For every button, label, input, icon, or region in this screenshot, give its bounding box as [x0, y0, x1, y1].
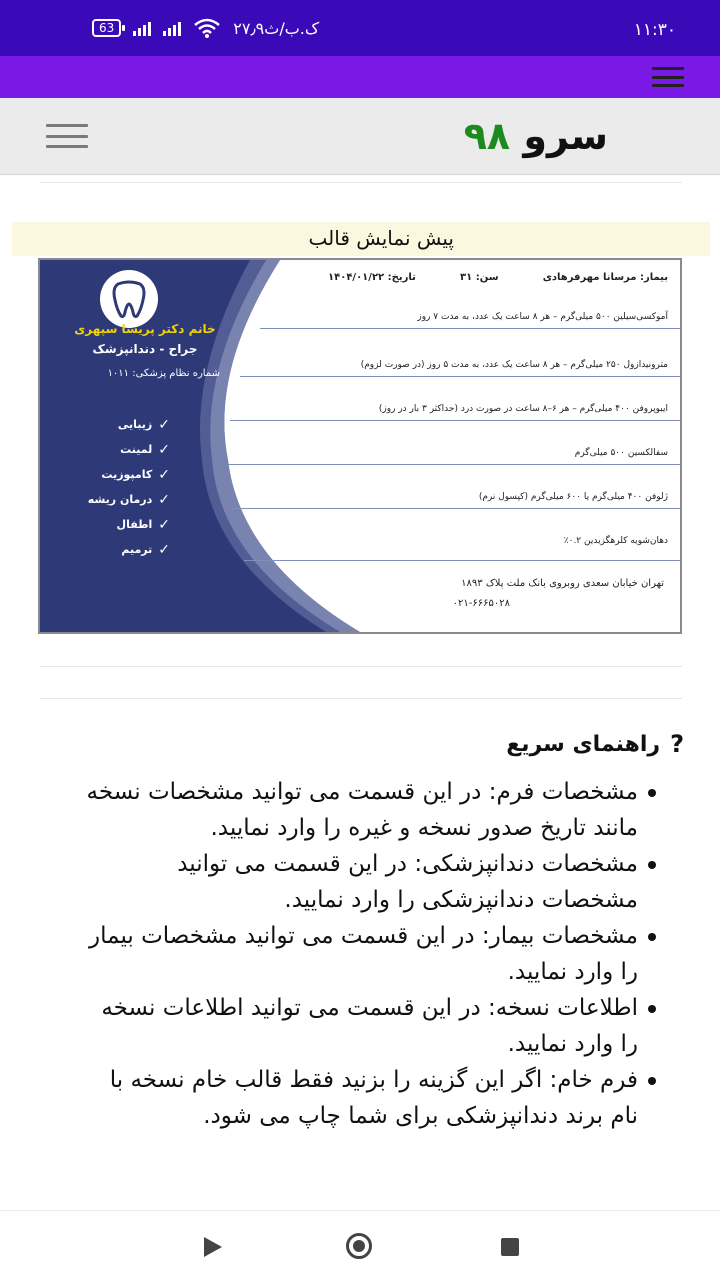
menu-line	[652, 67, 684, 70]
rule-line	[230, 420, 680, 421]
rule-line	[232, 508, 680, 509]
prescription-item: مترونیدازول ۲۵۰ میلی‌گرم – هر ۸ ساعت یک عدد، به مدت ۵ روز (در صورت لزوم)	[360, 360, 668, 370]
prescription-item: آموکسی‌سیلین ۵۰۰ میلی‌گرم – هر ۸ ساعت یک عدد، به مدت ۷ روز	[417, 312, 668, 322]
check-icon: ✓	[158, 466, 170, 483]
service-item: ✓ لمینت	[120, 441, 170, 458]
prescription-item: دهان‌شویه کلرهگزیدین ۰.۲٪	[563, 536, 668, 546]
app-menu-button[interactable]	[652, 67, 684, 87]
app-bar	[0, 56, 720, 98]
menu-line	[46, 135, 88, 138]
menu-line	[46, 145, 88, 148]
status-time: ۱۱:۳۰	[633, 20, 676, 40]
guide-title-text: راهنمای سریع	[506, 731, 661, 757]
status-bar	[0, 0, 720, 56]
rule-line	[240, 376, 680, 377]
wifi-icon	[193, 18, 221, 38]
rule-line	[228, 464, 680, 465]
menu-line	[652, 76, 684, 79]
status-indicators	[92, 18, 319, 38]
check-icon: ✓	[158, 516, 170, 533]
license-number: شماره نظام پزشکی: ۱۰۱۱	[107, 368, 220, 379]
service-item: ✓ درمان ریشه	[87, 491, 170, 508]
signal-icon-2	[163, 20, 181, 36]
prescription-item: ژلوفن ۴۰۰ میلی‌گرم یا ۶۰۰ میلی‌گرم (کپسول نرم)	[478, 492, 668, 502]
prescription-preview[interactable]	[38, 258, 682, 634]
service-item: ✓ زیبایی	[117, 416, 170, 433]
home-icon[interactable]	[346, 1233, 372, 1259]
rule-line	[244, 560, 680, 561]
logo-number: ۹۸	[463, 114, 511, 158]
question-icon: ?	[670, 730, 684, 758]
guide-title	[506, 730, 684, 758]
services-list	[80, 412, 170, 562]
menu-line	[46, 124, 88, 127]
recent-apps-icon[interactable]	[501, 1238, 519, 1256]
doctor-title: جراح - دندانپزشک	[92, 342, 198, 356]
check-icon: ✓	[158, 491, 170, 508]
check-icon: ✓	[158, 541, 170, 558]
preview-title: پیش نمایش قالب	[308, 226, 454, 250]
divider	[40, 698, 682, 699]
patient-age: سن: ۳۱	[460, 272, 499, 283]
service-item: ✓ اطفال	[116, 516, 170, 533]
service-item: ✓ کامپوزیت	[101, 466, 170, 483]
divider	[40, 182, 682, 183]
signal-icon	[133, 20, 151, 36]
check-icon: ✓	[158, 441, 170, 458]
clinic-address: تهران خیابان سعدی روبروی بانک ملت پلاک ۱۸۹۳	[461, 578, 664, 589]
guide-item: فرم خام: اگر این گزینه را بزنید فقط قالب خام نسخه با نام برند دندانپزشکی برای شما چاپ می شود.	[78, 1062, 638, 1134]
doctor-name: خانم دکتر پریسا سپهری	[74, 322, 216, 336]
clinic-phone: ۰۲۱-۶۶۶۵۰۲۸	[452, 598, 510, 609]
prescription-item: ایبوپروفن ۴۰۰ میلی‌گرم – هر ۶–۸ ساعت در صورت درد (حداکثر ۳ بار در روز)	[378, 404, 668, 414]
prescription-date: تاریخ: ۱۴۰۴/۰۱/۲۲	[328, 272, 416, 283]
site-header	[0, 98, 720, 175]
logo-text: سرو	[523, 114, 608, 158]
divider	[40, 666, 682, 667]
site-logo[interactable]	[464, 114, 608, 158]
patient-info-row	[328, 272, 668, 283]
navigation-bar	[0, 1210, 720, 1281]
guide-item: اطلاعات نسخه: در این قسمت می توانید اطلاعات نسخه را وارد نمایید.	[78, 990, 638, 1062]
patient-name: بیمار: مرسانا مهرفرهادی	[542, 272, 668, 283]
guide-item: مشخصات بیمار: در این قسمت می توانید مشخصات بیمار را وارد نمایید.	[78, 918, 638, 990]
rule-line	[260, 328, 680, 329]
back-icon[interactable]	[204, 1237, 222, 1257]
guide-list	[78, 774, 638, 1134]
battery-icon: 63	[92, 19, 121, 37]
tooth-icon	[100, 270, 158, 328]
guide-item: مشخصات فرم: در این قسمت می توانید مشخصات نسخه مانند تاریخ صدور نسخه و غیره را وارد نمایید.	[78, 774, 638, 846]
guide-item: مشخصات دندانپزشکی: در این قسمت می توانید مشخصات دندانپزشکی را وارد نمایید.	[78, 846, 638, 918]
menu-line	[652, 84, 684, 87]
service-item: ✓ ترمیم	[121, 541, 170, 558]
preview-header	[12, 222, 710, 256]
prescription-item: سفالکسین ۵۰۰ میلی‌گرم	[574, 448, 668, 458]
site-menu-button[interactable]	[46, 124, 88, 148]
check-icon: ✓	[158, 416, 170, 433]
network-speed: ۲۷٫۹ک.ب/ث	[233, 18, 320, 38]
